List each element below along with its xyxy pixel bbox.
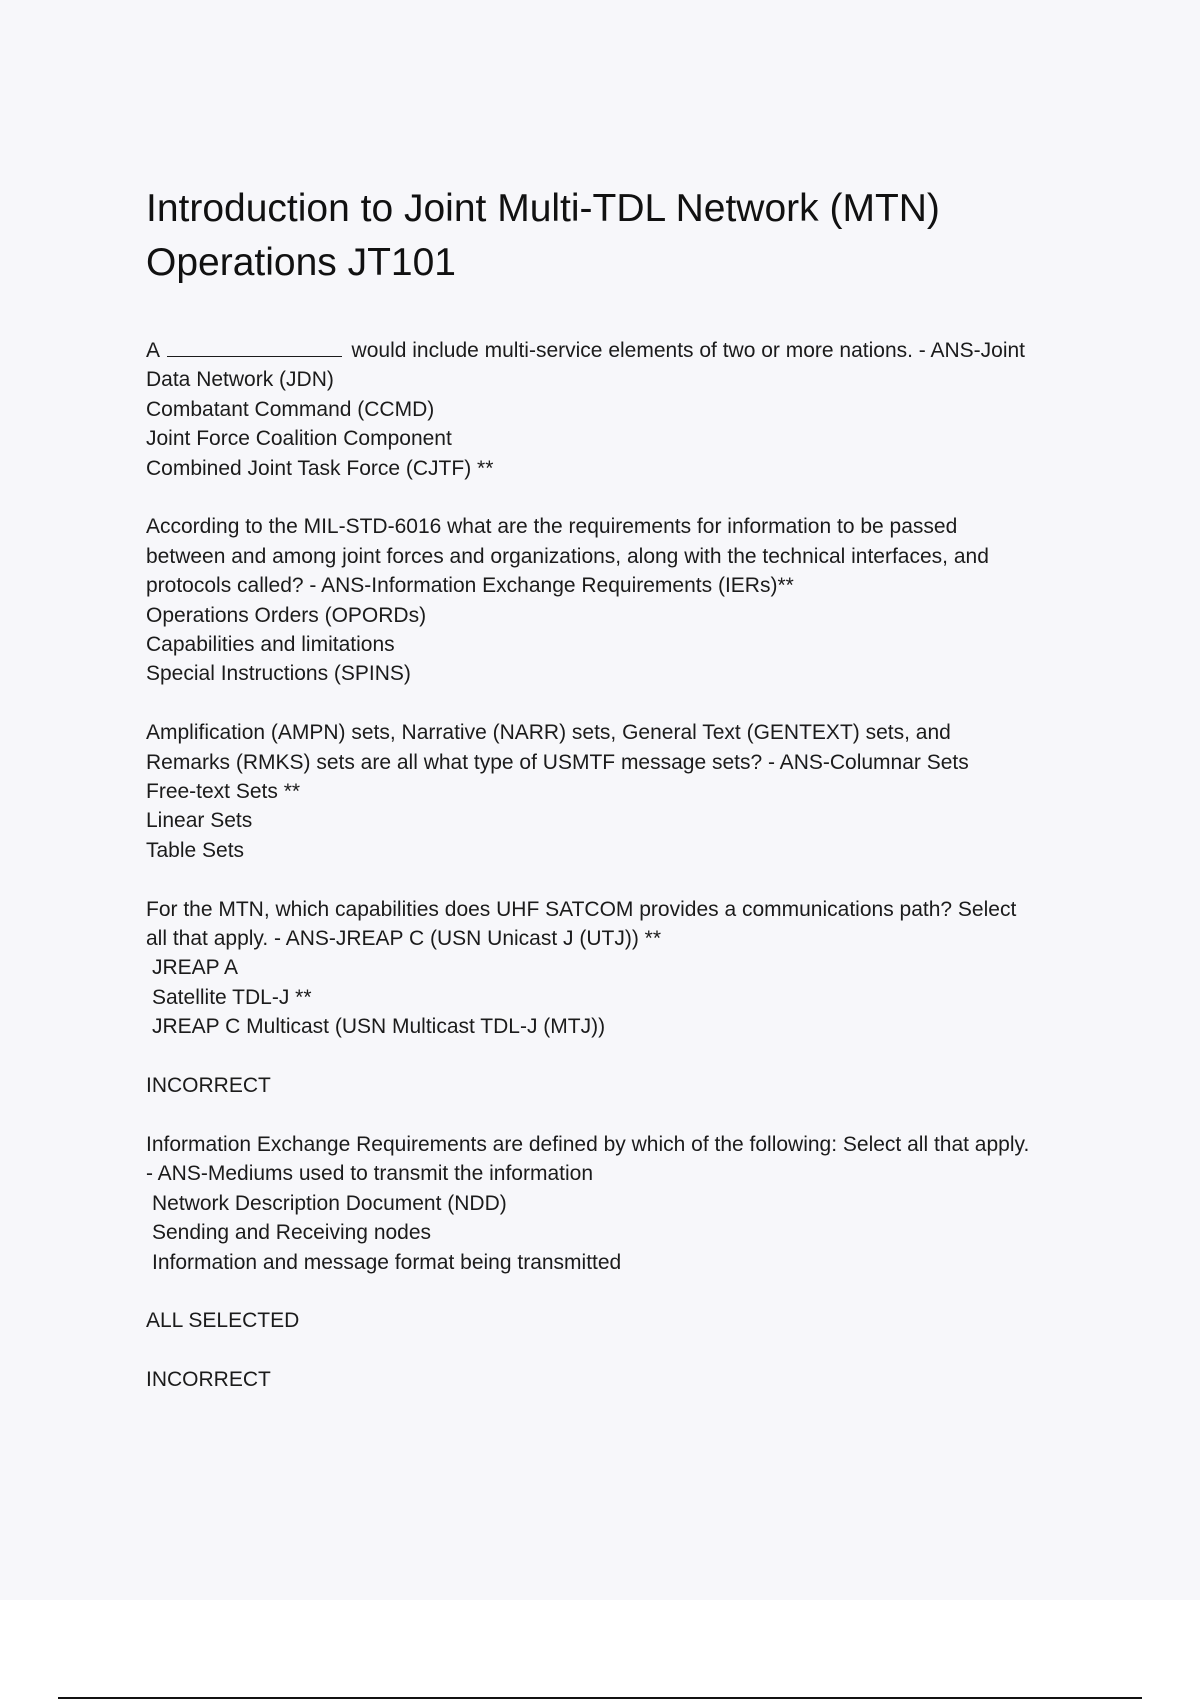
question-text: all that apply. - ANS-JREAP C (USN Unicast J (UTJ)) ** (146, 927, 662, 951)
answer-line: Data Network (JDN) (146, 368, 334, 392)
question-3 (146, 718, 1086, 865)
result-label: INCORRECT (146, 1074, 271, 1098)
answer-line: Table Sets (146, 838, 245, 862)
result-5 (146, 1365, 1086, 1394)
footer-divider (58, 1697, 1142, 1699)
document-content (146, 182, 1086, 1424)
answer-line: Operations Orders (OPORDs) (146, 603, 427, 627)
result-4 (146, 1071, 1086, 1100)
answer-line: Combatant Command (CCMD) (146, 397, 435, 421)
answer-option: JREAP C Multicast (USN Multicast TDL-J (MTJ)) (152, 1015, 606, 1039)
answer-line: Free-text Sets ** (146, 780, 301, 804)
title-line: Operations JT101 (146, 241, 457, 284)
answer-line: Special Instructions (SPINS) (146, 662, 411, 686)
fill-in-blank (167, 338, 342, 357)
question-text: Information Exchange Requirements are defined by which of the following: Select all that apply. (146, 1132, 1030, 1156)
question-text (146, 336, 1086, 365)
answer-option: Satellite TDL-J ** (152, 985, 312, 1009)
status-label: ALL SELECTED (146, 1309, 300, 1333)
question-5 (146, 1130, 1086, 1277)
title-line: Introduction to Joint Multi-TDL Network (MTN) (146, 187, 940, 230)
answer-option: JREAP A (152, 956, 238, 980)
document-title (146, 182, 1086, 290)
question-prefix: A (146, 339, 159, 362)
question-4 (146, 895, 1086, 1042)
selection-status (146, 1306, 1086, 1335)
result-label: INCORRECT (146, 1368, 271, 1392)
answer-line: Capabilities and limitations (146, 633, 395, 657)
question-text: Amplification (AMPN) sets, Narrative (NARR) sets, General Text (GENTEXT) sets, and (146, 721, 951, 745)
answer-option: Information and message format being transmitted (152, 1250, 622, 1274)
answer-line: Linear Sets (146, 809, 253, 833)
answer-line: Combined Joint Task Force (CJTF) ** (146, 456, 494, 480)
question-text: between and among joint forces and organizations, along with the technical interfaces, and (146, 544, 989, 568)
question-text: protocols called? - ANS-Information Exchange Requirements (IERs)** (146, 574, 794, 598)
question-text: Remarks (RMKS) sets are all what type of USMTF message sets? - ANS-Columnar Sets (146, 750, 969, 774)
question-1 (146, 336, 1086, 483)
question-2 (146, 512, 1086, 688)
question-text: According to the MIL-STD-6016 what are the requirements for information to be passed (146, 515, 958, 539)
answer-option: Sending and Receiving nodes (152, 1221, 432, 1245)
answer-line: Joint Force Coalition Component (146, 427, 452, 451)
question-text: - ANS-Mediums used to transmit the information (146, 1162, 594, 1186)
question-text-rest: would include multi-service elements of two or more nations. - ANS-Joint (351, 339, 1025, 362)
answer-option: Network Description Document (NDD) (152, 1191, 507, 1215)
question-text: For the MTN, which capabilities does UHF SATCOM provides a communications path? Select (146, 897, 1017, 921)
